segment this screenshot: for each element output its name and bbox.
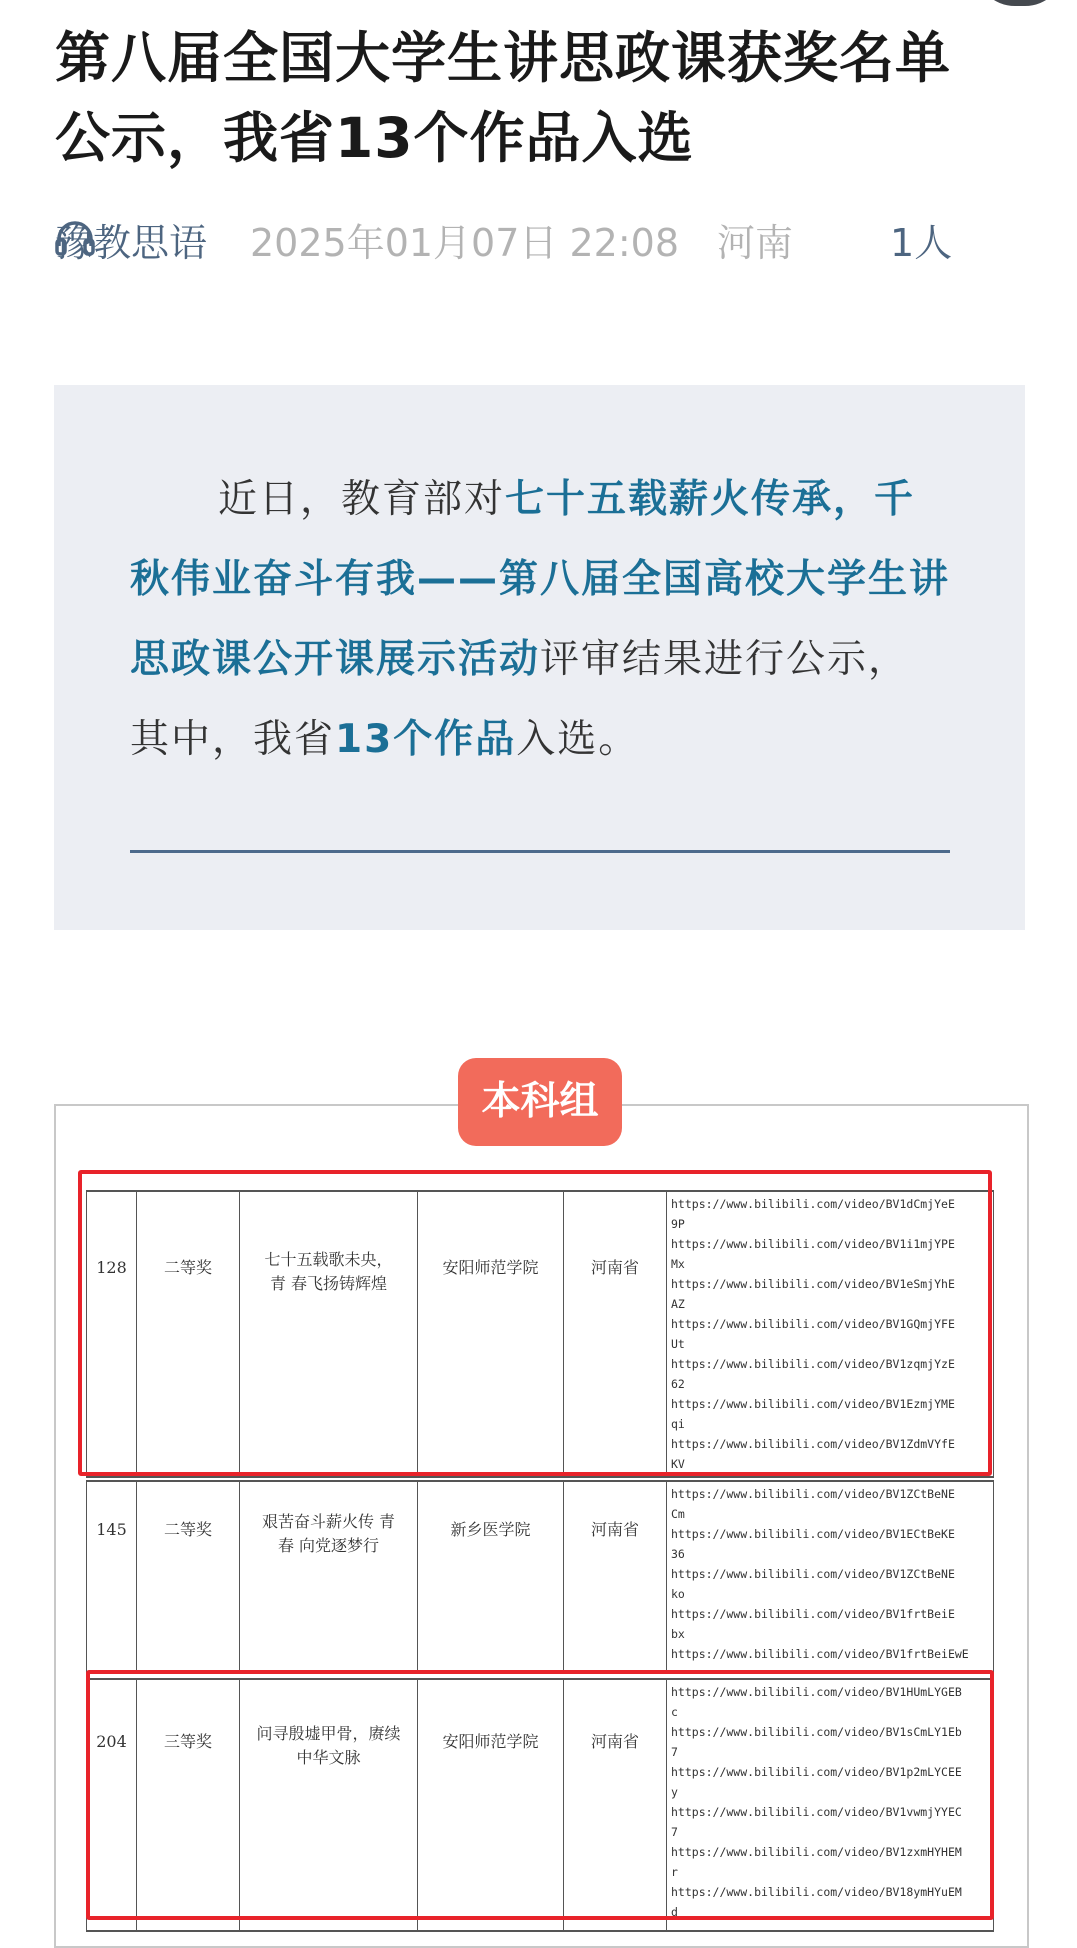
province-name: 河南省 xyxy=(590,1732,639,1751)
school-name: 安阳师范学院 xyxy=(442,1258,539,1277)
publish-region: 河南 xyxy=(717,221,794,265)
publish-date: 2025年01月07日 22:08 xyxy=(250,221,680,265)
intro-text-3: 入选。 xyxy=(516,717,640,762)
award-level: 二等奖 xyxy=(163,1520,212,1539)
row-number: 128 xyxy=(96,1258,127,1277)
group-badge: 本科组 xyxy=(458,1058,622,1146)
work-title: 七十五载歌未央， 青 春飞扬铸辉煌 xyxy=(264,1250,393,1293)
row-number: 145 xyxy=(96,1520,127,1539)
cell-province xyxy=(563,1482,666,1672)
award-level: 三等奖 xyxy=(163,1732,212,1751)
award-level: 二等奖 xyxy=(163,1258,212,1277)
intro-text-1: 近日，教育部对 xyxy=(218,477,506,522)
source-account[interactable]: 豫教思语 xyxy=(55,221,208,265)
cell-award xyxy=(136,1482,239,1672)
school-name: 安阳师范学院 xyxy=(442,1732,539,1751)
intro-text-2: 评审结果进行公示，其中，我省 xyxy=(130,637,910,762)
cell-school xyxy=(417,1482,563,1672)
intro-highlight-count: 13个作品 xyxy=(335,717,517,762)
cell-no xyxy=(86,1482,136,1672)
intro-paragraph xyxy=(130,460,950,780)
highlight-box-row-204 xyxy=(86,1670,994,1920)
article-title: 第八届全国大学生讲思政课获奖名单公示，我省13个作品入选 xyxy=(55,26,952,170)
listen-count: 1人 xyxy=(890,221,953,265)
article-meta xyxy=(55,215,1055,271)
school-name: 新乡医学院 xyxy=(450,1520,531,1539)
video-links[interactable]: https://www.bilibili.com/video/BV1dCmjYeE 9P https://www.bilibili.com/video/BV1i1mjYPE Mx https://www.bilibili.com/video/BV1eSmjYhE AZ https://www.bilibili.com/video/BV1GQmjYFE Ut https://www.bilibili.com/video/BV1zqmjYzE 62 https://www.bilibili.com/video/BV1EzmjYME qi https://www.bilibili.com/video/BV1ZdmVYfE KV xyxy=(671,1197,955,1471)
intro-box xyxy=(54,385,1025,930)
highlight-box-row-128 xyxy=(78,1170,992,1476)
video-links[interactable]: https://www.bilibili.com/video/BV1HUmLYGEB c https://www.bilibili.com/video/BV1sCmLY1Eb 7 https://www.bilibili.com/video/BV1p2mLYCEE y https://www.bilibili.com/video/BV1vwmjYYEC 7 https://www.bilibili.com/video/BV1zxmHYHEM r https://www.bilibili.com/video/BV18ymHYuEM d xyxy=(671,1685,962,1919)
intro-highlight-event: 七十五载薪火传承，千秋伟业奋斗有我——第八届全国高校大学生讲思政课公开课展示活动 xyxy=(130,477,951,682)
divider-line xyxy=(130,850,950,853)
province-name: 河南省 xyxy=(590,1258,639,1277)
video-links[interactable]: https://www.bilibili.com/video/BV1ZCtBeNE Cm https://www.bilibili.com/video/BV1ECtBeKE 36 https://www.bilibili.com/video/BV1ZCtBeNE ko https://www.bilibili.com/video/BV1frtBeiE bx https://www.bilibili.com/video/BV1frtBeiEwE xyxy=(671,1487,969,1661)
cell-title xyxy=(239,1482,417,1672)
corner-menu-button[interactable] xyxy=(975,0,1065,6)
province-name: 河南省 xyxy=(590,1520,639,1539)
row-number: 204 xyxy=(96,1732,127,1751)
work-title: 艰苦奋斗薪火传 青 春 向党逐梦行 xyxy=(261,1512,396,1555)
work-title: 问寻殷墟甲骨，赓续 中华文脉 xyxy=(256,1724,401,1767)
cell-links xyxy=(666,1482,994,1672)
table-row xyxy=(86,1480,994,1674)
